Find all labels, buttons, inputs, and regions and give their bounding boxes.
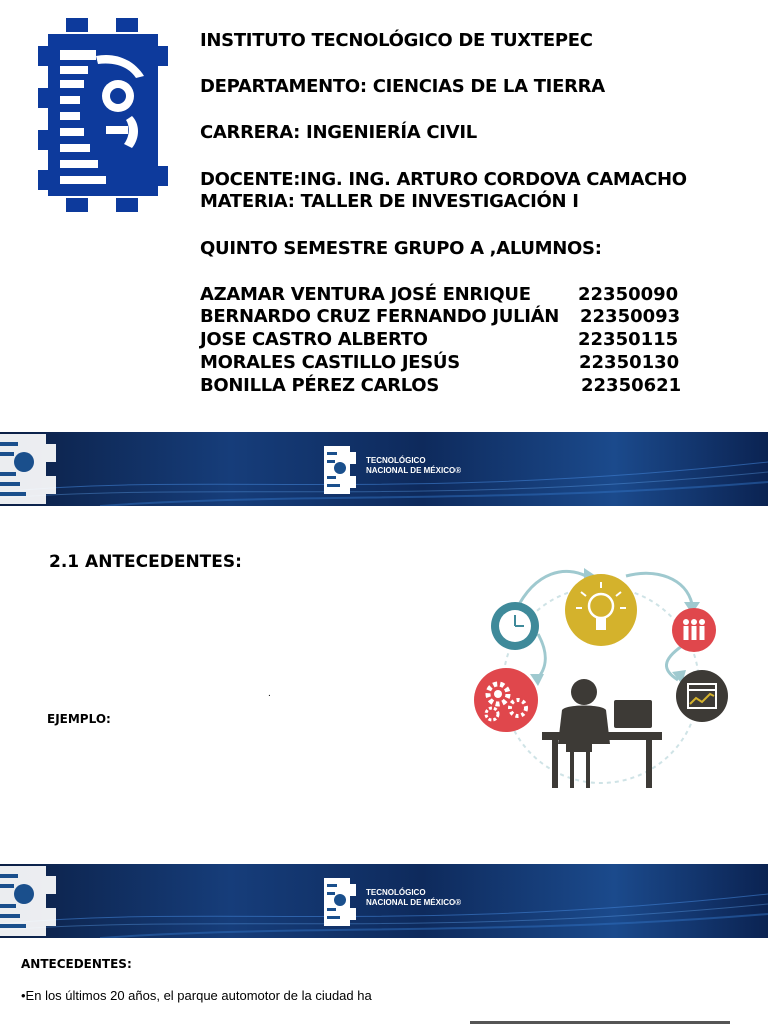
bullet-text: •En los últimos 20 años, el parque automotor de la ciudad ha: [21, 988, 372, 1003]
section-title: 2.1 ANTECEDENTES:: [49, 552, 242, 572]
clock-icon: [491, 602, 539, 650]
people-icon: [672, 608, 716, 652]
calendar-chart-icon: [676, 670, 728, 722]
banner-left-logo: [0, 432, 66, 506]
student-id: 22350130: [579, 352, 680, 373]
subject: MATERIA: TALLER DE INVESTIGACIÓN I: [200, 191, 579, 212]
tecnm-logo-icon: [320, 442, 360, 498]
student-name: AZAMAR VENTURA JOSÉ ENRIQUE: [200, 284, 531, 305]
tecnm-logo-line2: NACIONAL DE MÉXICO®: [366, 466, 462, 475]
career: CARRERA: INGENIERÍA CIVIL: [200, 122, 477, 143]
tecnm-logo-icon: [320, 874, 360, 930]
student-id: 22350093: [580, 306, 681, 327]
research-illustration: [466, 560, 736, 796]
person-at-desk-icon: [542, 679, 662, 788]
stray-mark: .: [268, 688, 271, 699]
lightbulb-icon: [565, 574, 637, 646]
semester-group: QUINTO SEMESTRE GRUPO A ,ALUMNOS:: [200, 238, 602, 259]
tecnm-logo-line1: TECNOLÓGICO: [366, 888, 426, 897]
student-id: 22350115: [578, 329, 679, 350]
tecnm-logo-text: [366, 456, 461, 476]
section-title: ANTECEDENTES:: [21, 957, 132, 971]
department: DEPARTAMENTO: CIENCIAS DE LA TIERRA: [200, 76, 605, 97]
banner-left-logo: [0, 864, 66, 938]
student-name: MORALES CASTILLO JESÚS: [200, 352, 460, 373]
example-label: EJEMPLO:: [47, 712, 111, 726]
student-id: 22350621: [581, 375, 682, 396]
header-banner: [0, 432, 768, 506]
student-name: BERNARDO CRUZ FERNANDO JULIÁN: [200, 306, 560, 327]
header-banner: [0, 864, 768, 938]
institution-name: INSTITUTO TECNOLÓGICO DE TUXTEPEC: [200, 30, 593, 51]
tecnm-logo-line1: TECNOLÓGICO: [366, 456, 426, 465]
gears-icon: [474, 668, 538, 732]
institute-logo: [36, 16, 170, 214]
tecnm-logo-line2: NACIONAL DE MÉXICO®: [366, 898, 462, 907]
cover-page: [0, 0, 768, 430]
tecnm-logo-text: [366, 888, 461, 908]
student-id: 22350090: [578, 284, 679, 305]
teacher: DOCENTE:ING. ING. ARTURO CORDOVA CAMACHO: [200, 169, 687, 190]
student-name: BONILLA PÉREZ CARLOS: [200, 375, 439, 396]
student-name: JOSE CASTRO ALBERTO: [200, 329, 428, 350]
